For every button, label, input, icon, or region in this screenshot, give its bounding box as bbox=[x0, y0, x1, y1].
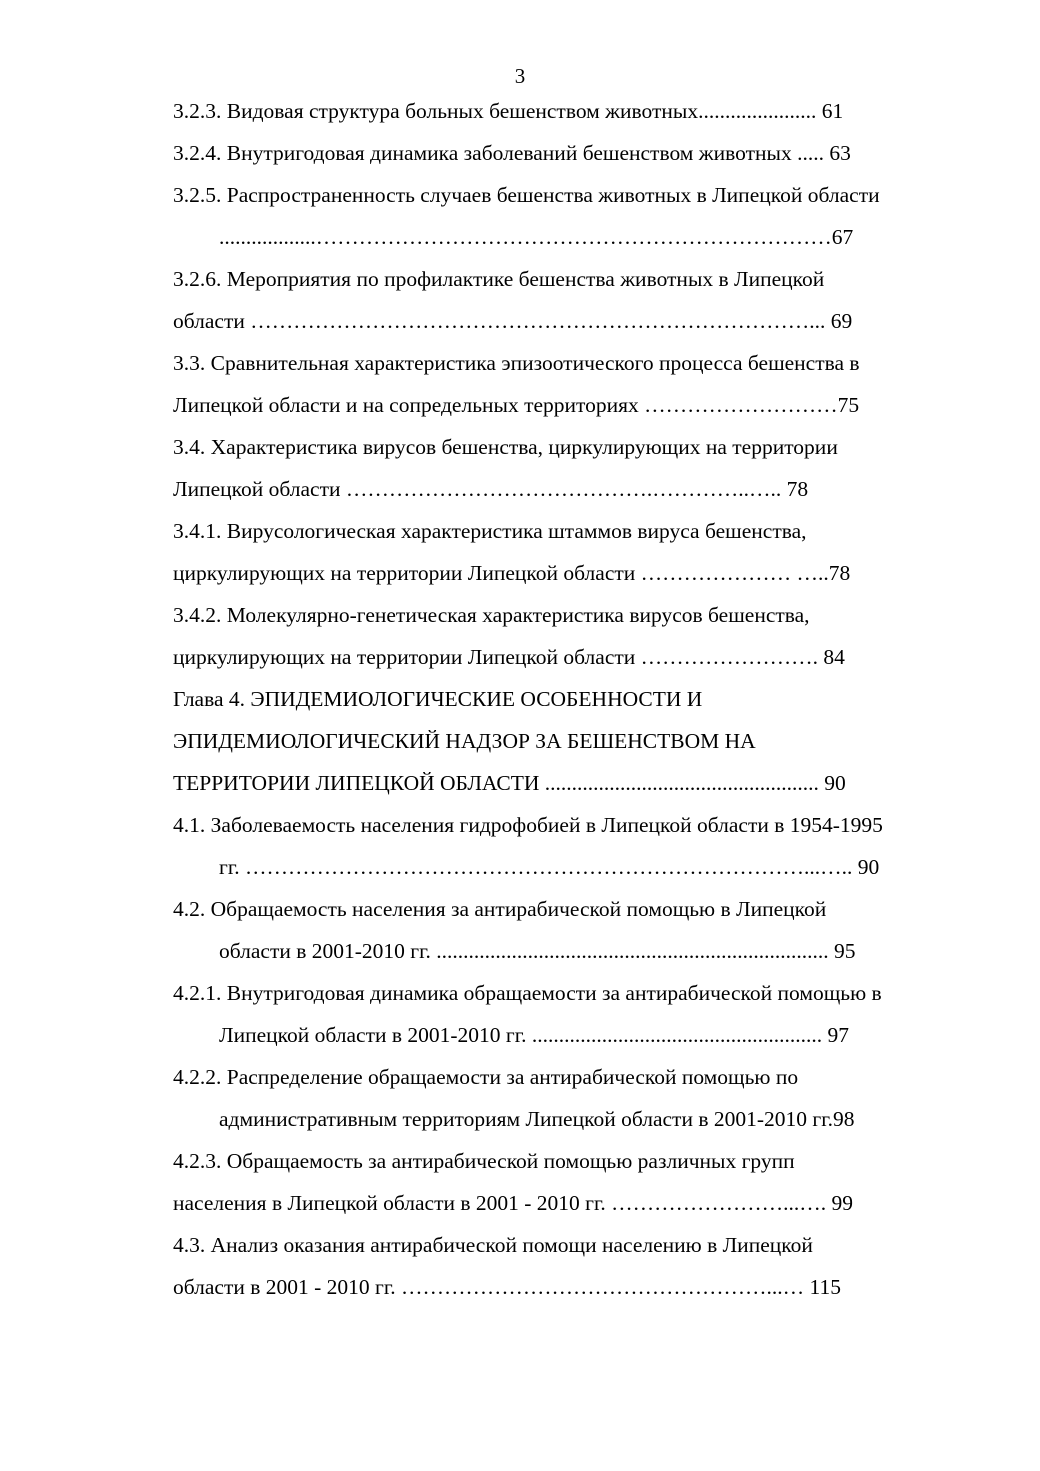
toc-line: 3.4.1. Вирусологическая характеристика штаммов вируса бешенства, bbox=[173, 519, 807, 543]
toc-line: 3.2.4. Внутригодовая динамика заболеваний бешенством животных ..... 63 bbox=[173, 141, 851, 165]
toc-line: Глава 4. ЭПИДЕМИОЛОГИЧЕСКИЕ ОСОБЕННОСТИ И bbox=[173, 687, 703, 711]
toc-line: ЭПИДЕМИОЛОГИЧЕСКИЙ НАДЗОР ЗА БЕШЕНСТВОМ НА bbox=[173, 729, 756, 753]
toc-line: 3.2.3. Видовая структура больных бешенством животных...................... 61 bbox=[173, 99, 844, 123]
toc-line: 3.2.5. Распространенность случаев бешенства животных в Липецкой области bbox=[173, 183, 880, 207]
toc-line: гг. ……………………………………………………………………...….. 90 bbox=[219, 855, 880, 879]
toc-line: 4.1. Заболеваемость населения гидрофобией в Липецкой области в 1954-1995 bbox=[173, 813, 883, 837]
toc-line: Липецкой области …………………………………….…………..….. 78 bbox=[173, 477, 809, 501]
toc-line: циркулирующих на территории Липецкой области ………………… …..78 bbox=[173, 561, 851, 585]
page-number: 3 bbox=[514, 64, 526, 88]
toc-line: 4.2.3. Обращаемость за антирабической помощью различных групп bbox=[173, 1149, 795, 1173]
toc-line: области в 2001-2010 гг. ......................................................................... 95 bbox=[219, 939, 856, 963]
toc-line: 3.4.2. Молекулярно-генетическая характеристика вирусов бешенства, bbox=[173, 603, 810, 627]
toc-line: 4.3. Анализ оказания антирабической помощи населению в Липецкой bbox=[173, 1233, 813, 1257]
toc-line: ..................………………………………………………………………67 bbox=[219, 225, 854, 249]
toc-line: Липецкой области в 2001-2010 гг. ...................................................... 97 bbox=[219, 1023, 850, 1047]
toc-line: Липецкой области и на сопредельных территориях ………………………75 bbox=[173, 393, 860, 417]
toc-line: ТЕРРИТОРИИ ЛИПЕЦКОЙ ОБЛАСТИ ................................................... 90 bbox=[173, 771, 846, 795]
toc-line: населения в Липецкой области в 2001 - 2010 гг. ……………………...…. 99 bbox=[173, 1191, 853, 1215]
toc-line: области ……………………………………………………………………... 69 bbox=[173, 309, 853, 333]
toc-line: 4.2.2. Распределение обращаемости за антирабической помощью по bbox=[173, 1065, 799, 1089]
toc-line: административным территориям Липецкой области в 2001-2010 гг.98 bbox=[219, 1107, 855, 1131]
toc-line: 3.2.6. Мероприятия по профилактике бешенства животных в Липецкой bbox=[173, 267, 825, 291]
toc-line: 4.2. Обращаемость населения за антирабической помощью в Липецкой bbox=[173, 897, 827, 921]
toc-line: 4.2.1. Внутригодовая динамика обращаемости за антирабической помощью в bbox=[173, 981, 882, 1005]
toc-line: циркулирующих на территории Липецкой области ……………………. 84 bbox=[173, 645, 845, 669]
toc-line: области в 2001 - 2010 гг. ……………………………………………...… 115 bbox=[173, 1275, 841, 1299]
toc-line: 3.3. Сравнительная характеристика эпизоотического процесса бешенства в bbox=[173, 351, 860, 375]
toc-line: 3.4. Характеристика вирусов бешенства, циркулирующих на территории bbox=[173, 435, 838, 459]
